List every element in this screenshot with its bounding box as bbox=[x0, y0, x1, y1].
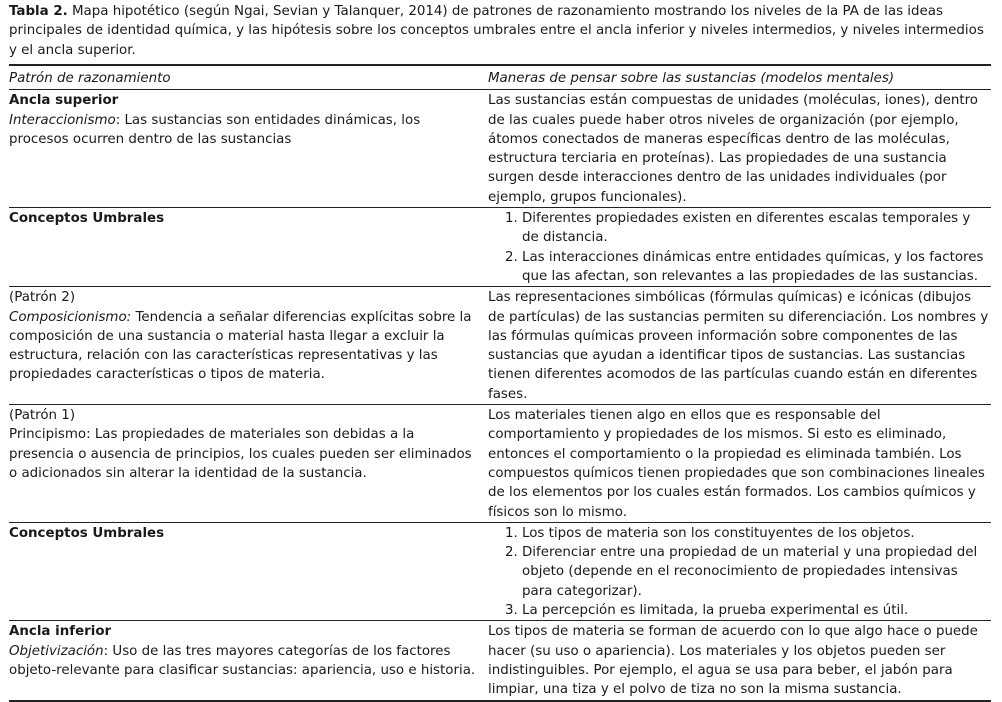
row-threshold-concepts-2 bbox=[9, 522, 991, 620]
threshold-2-model-cell bbox=[488, 522, 991, 620]
pattern-1-cell bbox=[9, 405, 488, 523]
threshold-1-model-cell bbox=[488, 208, 991, 287]
pattern-1-model-cell: Los materiales tienen algo en ellos que es responsable del comportamiento y propiedades de los mismos. Si esto es eliminado, entonces el comportamiento o la propiedad es eliminada también. Los compuestos químicos tienen propiedades que son combinaciones lineales de los elementos por los cuales están formados. Los cambios químicos y físicos son lo mismo. bbox=[488, 408, 985, 520]
pattern-1-desc: Principismo: Las propiedades de materiales son debidas a la presencia o ausencia de principios, los cuales pueden ser eliminados o adicionados sin alterar la identidad de la sustancia. bbox=[9, 427, 472, 481]
caption-label: Tabla 2. bbox=[9, 4, 68, 19]
table-caption bbox=[9, 2, 993, 60]
upper-anchor-desc: : Las sustancias son entidades dinámicas, los procesos ocurren dentro de las sustancias bbox=[9, 112, 421, 147]
header-row bbox=[9, 65, 991, 90]
list-item: 3. La percepción es limitada, la prueba experimental es útil. bbox=[522, 601, 991, 620]
header-ways-of-thinking: Maneras de pensar sobre las sustancias (modelos mentales) bbox=[488, 71, 895, 86]
row-threshold-concepts-1 bbox=[9, 208, 991, 287]
list-item: 2. Las interacciones dinámicas entre entidades químicas, y los factores que las afectan, son relevantes a las propiedades de las sustancias. bbox=[522, 248, 991, 287]
upper-anchor-title: Ancla superior bbox=[9, 93, 119, 109]
lower-anchor-desc: : Uso de las tres mayores categorías de los factores objeto-relevante para clasificar sustancias: apariencia, uso e historia. bbox=[9, 643, 476, 678]
pattern-2-cell bbox=[9, 287, 488, 405]
pattern-2-model-cell: Las representaciones simbólicas (fórmulas químicas) e icónicas (dibujos de partículas) de las sustancias permiten su diferenciación. Los nombres y las fórmulas químicas proveen información sobre componentes de las sustancias que ayudan a identificar tipos de sustancias. Las sustancias tienen diferentes acomodos de las partículas cuando están en diferentes fases. bbox=[488, 290, 989, 402]
lower-anchor-title: Ancla inferior bbox=[9, 624, 112, 640]
threshold-2-title: Conceptos Umbrales bbox=[9, 525, 165, 541]
pattern-2-desc: Tendencia a señalar diferencias explícitas sobre la composición de una sustancia o material hasta llegar a excluir la estructura, relación con las características representativas y las propiedades características o tipos de materia. bbox=[9, 309, 472, 383]
threshold-2-pattern-cell bbox=[9, 522, 488, 620]
row-upper-anchor bbox=[9, 90, 991, 208]
list-item: 1. Los tipos de materia son los constituyentes de los objetos. bbox=[522, 524, 991, 543]
lower-anchor-pattern-cell bbox=[9, 621, 488, 701]
threshold-1-title: Conceptos Umbrales bbox=[9, 211, 165, 227]
row-pattern-1 bbox=[9, 405, 991, 523]
upper-anchor-model-cell: Las sustancias están compuestas de unidades (moléculas, iones), dentro de las cuales puede haber otros niveles de organización (por ejemplo, átomos conectados de maneras específicas dentro de las moléculas, estructura terciaria en proteínas). Las propiedades de una sustancia surgen desde interacciones dentro de las unidades individuales (por ejemplo, grupos funcionales). bbox=[488, 93, 978, 205]
threshold-1-list bbox=[488, 209, 991, 286]
header-pattern: Patrón de razonamiento bbox=[9, 71, 171, 86]
upper-anchor-term: Interaccionismo bbox=[9, 112, 116, 128]
lower-anchor-model-cell: Los tipos de materia se forman de acuerdo con lo que algo hace o puede hacer (su uso o apariencia). Los materiales y los objetos pueden ser indistinguibles. Por ejemplo, el agua se usa para beber, el jabón para limpiar, una tiza y el polvo de tiza no son la misma sustancia. bbox=[488, 624, 978, 698]
threshold-1-pattern-cell bbox=[9, 208, 488, 287]
row-lower-anchor bbox=[9, 621, 991, 701]
pattern-2-label: (Patrón 2) bbox=[9, 290, 76, 306]
row-pattern-2 bbox=[9, 287, 991, 405]
list-item: 2. Diferenciar entre una propiedad de un material y una propiedad del objeto (depende en el reconocimiento de propiedades intensivas para categorizar). bbox=[522, 543, 991, 601]
threshold-2-list bbox=[488, 524, 991, 620]
pattern-2-term: Composicionismo: bbox=[9, 309, 132, 325]
lower-anchor-term: Objetivización bbox=[9, 643, 104, 659]
pattern-1-label: (Patrón 1) bbox=[9, 408, 76, 424]
list-item: 1. Diferentes propiedades existen en diferentes escalas temporales y de distancia. bbox=[522, 209, 991, 248]
reasoning-patterns-table bbox=[9, 64, 991, 702]
upper-anchor-pattern-cell bbox=[9, 90, 488, 208]
caption-text: Mapa hipotético (según Ngai, Sevian y Talanquer, 2014) de patrones de razonamiento mostrando los niveles de la PA de las ideas principales de identidad química, y las hipótesis sobre los conceptos umbrales entre el ancla inferior y niveles intermedios, y niveles intermedios y el ancla superior. bbox=[9, 4, 984, 58]
